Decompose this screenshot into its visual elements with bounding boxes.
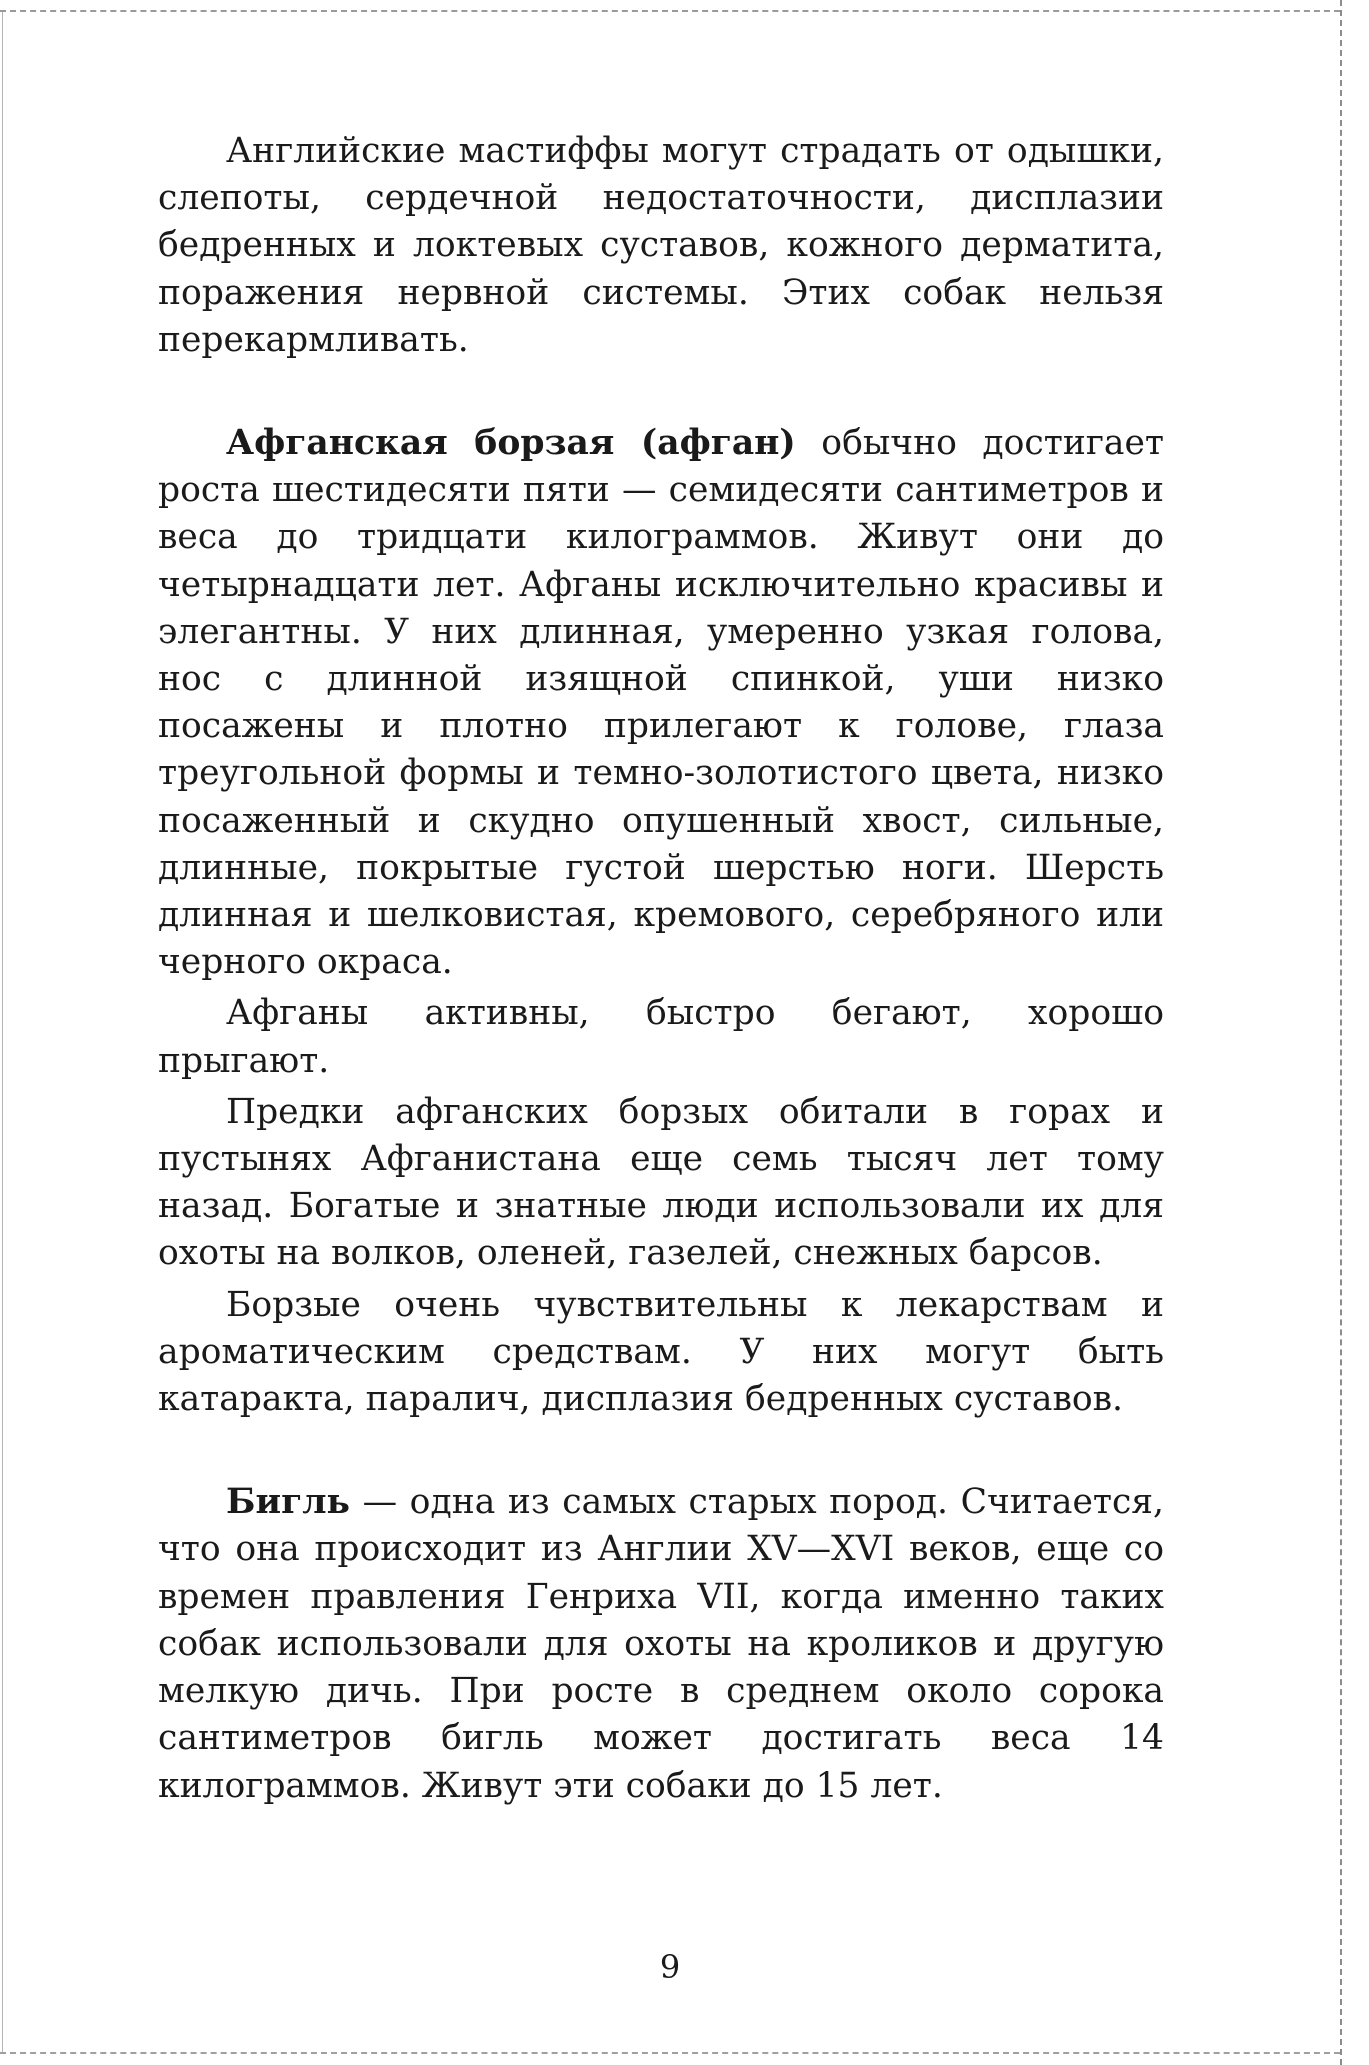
scan-border-left	[2, 12, 3, 2052]
paragraph: Предки афганских борзых обитали в горах и пустынях Афганистана еще семь тысяч лет тому назад. Богатые и знатные люди использовали их для охоты на волков, оленей, газелей, снежных барсов.	[158, 1091, 1164, 1274]
paragraph: Борзые очень чувствительны к лекарствам и ароматическим средствам. У них могут быть катаракта, паралич, дисплазия бедренных суставов.	[158, 1284, 1164, 1420]
page-number: 9	[659, 1948, 681, 1986]
section-beagle	[158, 1479, 1164, 1809]
paragraph: Английские мастиффы могут страдать от одышки, слепоты, сердечной недостаточности, дисплазии бедренных и локтевых суставов, кожного дерматита, поражения нервной системы. Этих собак нельзя перекармливать.	[158, 131, 1164, 360]
breed-term: Афганская борзая (афган)	[226, 423, 796, 464]
scan-border-bottom	[0, 2052, 1340, 2054]
scan-border-top	[0, 10, 1340, 12]
breed-term: Бигль	[226, 1482, 350, 1523]
section-mastiff	[158, 128, 1164, 364]
body-text	[158, 128, 1164, 1866]
scan-border-right	[1340, 0, 1342, 2065]
paragraph: Афганская борзая (афган) обычно достигает роста шестидесяти пяти — семидесяти сантиметров и веса до тридцати килограммов. Живут они до четырнадцати лет. Афганы исключительно красивы и элегантны. У них длинная, умеренно узкая голова, нос с длинной изящной спинкой, уши низко посажены и плотно прилегают к голове, глаза треугольной формы и темно-золотистого цвета, низко посаженный и скудно опушенный хвост, сильные, длинные, покрытые густой шерстью ноги. Шерсть длинная и шелковистая, кремового, серебряного или черного окраса.	[158, 423, 1164, 983]
paragraph: Афганы активны, быстро бегают, хорошо прыгают.	[158, 993, 1164, 1081]
paragraph: Бигль — одна из самых старых пород. Считается, что она происходит из Англии XV—XVI веков, еще со времен правления Генриха VII, когда именно таких собак использовали для охоты на кроликов и другую мелкую дичь. При росте в среднем около сорока сантиметров бигль может достигать веса 14 килограммов. Живут эти собаки до 15 лет.	[158, 1482, 1164, 1806]
section-afghan-hound	[158, 420, 1164, 1423]
